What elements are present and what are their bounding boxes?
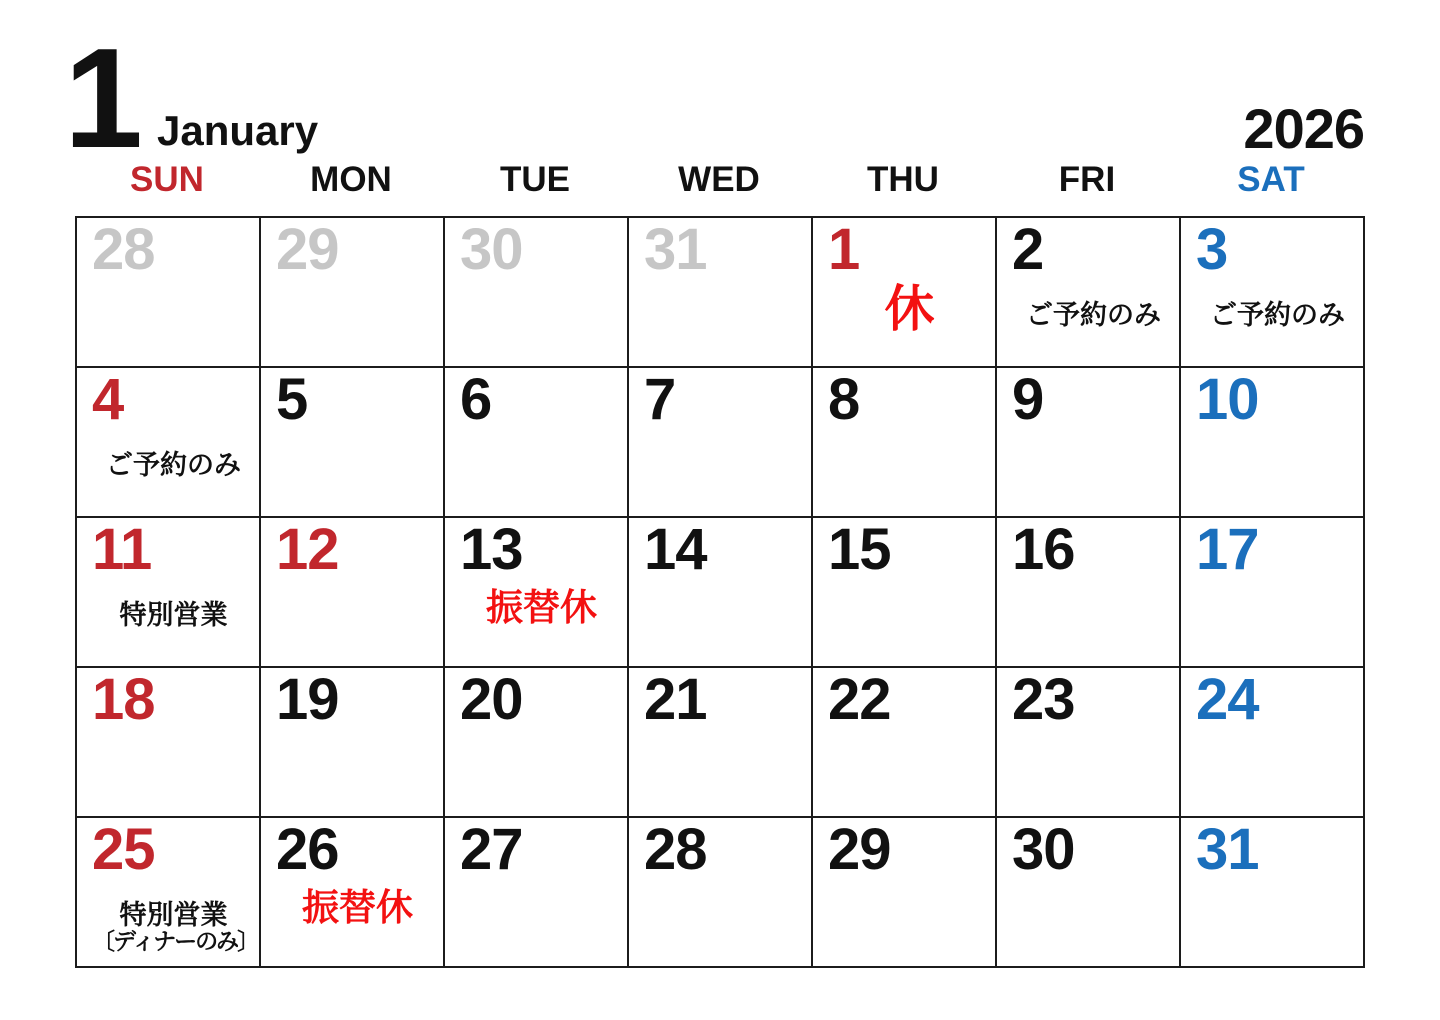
calendar-cell bbox=[261, 368, 445, 518]
day-note: ご予約のみ bbox=[106, 449, 241, 480]
year-label: 2026 bbox=[1243, 97, 1364, 160]
calendar-cell bbox=[813, 668, 997, 818]
weekday-label-tue: TUE bbox=[500, 160, 570, 199]
date-number: 15 bbox=[828, 518, 891, 582]
date-number: 20 bbox=[460, 668, 523, 732]
calendar-cell bbox=[1181, 368, 1365, 518]
date-number: 12 bbox=[276, 518, 339, 582]
day-note: 特別営業 bbox=[119, 899, 228, 930]
calendar-cell bbox=[261, 668, 445, 818]
date-number: 13 bbox=[460, 518, 523, 582]
weekday-label-fri: FRI bbox=[1058, 160, 1116, 199]
calendar-cell bbox=[629, 368, 813, 518]
day-note: ご予約のみ bbox=[1026, 299, 1161, 330]
date-number: 16 bbox=[1012, 518, 1075, 582]
weekday-label-sun: SUN bbox=[130, 160, 204, 199]
calendar-cell bbox=[997, 218, 1181, 368]
date-number: 3 bbox=[1196, 218, 1228, 282]
date-number: 27 bbox=[460, 818, 523, 882]
weekday-label-mon: MON bbox=[310, 160, 392, 199]
day-note: ご予約のみ bbox=[1210, 299, 1345, 330]
date-number: 30 bbox=[1012, 818, 1075, 882]
calendar-cell bbox=[813, 368, 997, 518]
calendar-cell bbox=[445, 668, 629, 818]
date-number: 31 bbox=[1196, 818, 1259, 882]
date-number: 26 bbox=[276, 818, 339, 882]
calendar-cell bbox=[261, 818, 445, 968]
calendar-cell bbox=[629, 218, 813, 368]
date-number: 7 bbox=[644, 368, 676, 432]
date-number: 30 bbox=[460, 218, 523, 282]
date-number: 10 bbox=[1196, 368, 1259, 432]
day-note: 休 bbox=[884, 280, 935, 337]
calendar-cell bbox=[629, 818, 813, 968]
date-number: 29 bbox=[276, 218, 339, 282]
date-number: 19 bbox=[276, 668, 339, 732]
day-note: 特別営業 bbox=[119, 599, 228, 630]
weekday-label-sat: SAT bbox=[1237, 160, 1305, 199]
date-number: 1 bbox=[828, 218, 860, 282]
calendar-cell bbox=[813, 818, 997, 968]
date-number: 5 bbox=[276, 368, 308, 432]
calendar-cell bbox=[1181, 518, 1365, 668]
date-number: 28 bbox=[644, 818, 707, 882]
calendar-grid bbox=[75, 216, 1365, 968]
calendar-cell bbox=[261, 518, 445, 668]
date-number: 22 bbox=[828, 668, 891, 732]
calendar-cell bbox=[1181, 218, 1365, 368]
date-number: 6 bbox=[460, 368, 492, 432]
date-number: 31 bbox=[644, 218, 707, 282]
calendar-cell bbox=[77, 368, 261, 518]
date-number: 24 bbox=[1196, 668, 1259, 732]
date-number: 2 bbox=[1012, 218, 1044, 282]
month-name: January bbox=[157, 107, 319, 154]
date-number: 9 bbox=[1012, 368, 1044, 432]
weekday-row bbox=[75, 150, 1363, 210]
calendar-cell bbox=[997, 818, 1181, 968]
date-number: 4 bbox=[92, 368, 124, 432]
calendar-cell bbox=[997, 668, 1181, 818]
calendar-cell bbox=[445, 818, 629, 968]
date-number: 14 bbox=[644, 518, 707, 582]
date-number: 23 bbox=[1012, 668, 1075, 732]
calendar-cell bbox=[261, 218, 445, 368]
calendar-cell bbox=[629, 518, 813, 668]
date-number: 11 bbox=[92, 518, 152, 582]
calendar-cell bbox=[77, 518, 261, 668]
calendar-cell bbox=[445, 368, 629, 518]
calendar-cell bbox=[629, 668, 813, 818]
date-number: 25 bbox=[92, 818, 155, 882]
date-number: 21 bbox=[644, 668, 707, 732]
calendar-cell bbox=[445, 518, 629, 668]
calendar-cell bbox=[997, 368, 1181, 518]
date-number: 28 bbox=[92, 218, 155, 282]
weekday-label-wed: WED bbox=[678, 160, 760, 199]
day-note: 〔ディナーのみ〕 bbox=[92, 928, 259, 955]
calendar-cell bbox=[1181, 818, 1365, 968]
calendar-cell bbox=[997, 518, 1181, 668]
day-note: 振替休 bbox=[486, 586, 597, 628]
date-number: 17 bbox=[1196, 518, 1259, 582]
date-number: 8 bbox=[828, 368, 860, 432]
date-number: 18 bbox=[92, 668, 155, 732]
calendar-cell bbox=[77, 818, 261, 968]
calendar-cell bbox=[1181, 668, 1365, 818]
date-number: 29 bbox=[828, 818, 891, 882]
calendar-cell bbox=[77, 218, 261, 368]
day-note: 振替休 bbox=[302, 886, 413, 928]
calendar-cell bbox=[445, 218, 629, 368]
calendar-cell bbox=[813, 218, 997, 368]
calendar-cell bbox=[813, 518, 997, 668]
calendar-cell bbox=[77, 668, 261, 818]
weekday-label-thu: THU bbox=[867, 160, 939, 199]
month-number: 1 bbox=[64, 19, 138, 178]
